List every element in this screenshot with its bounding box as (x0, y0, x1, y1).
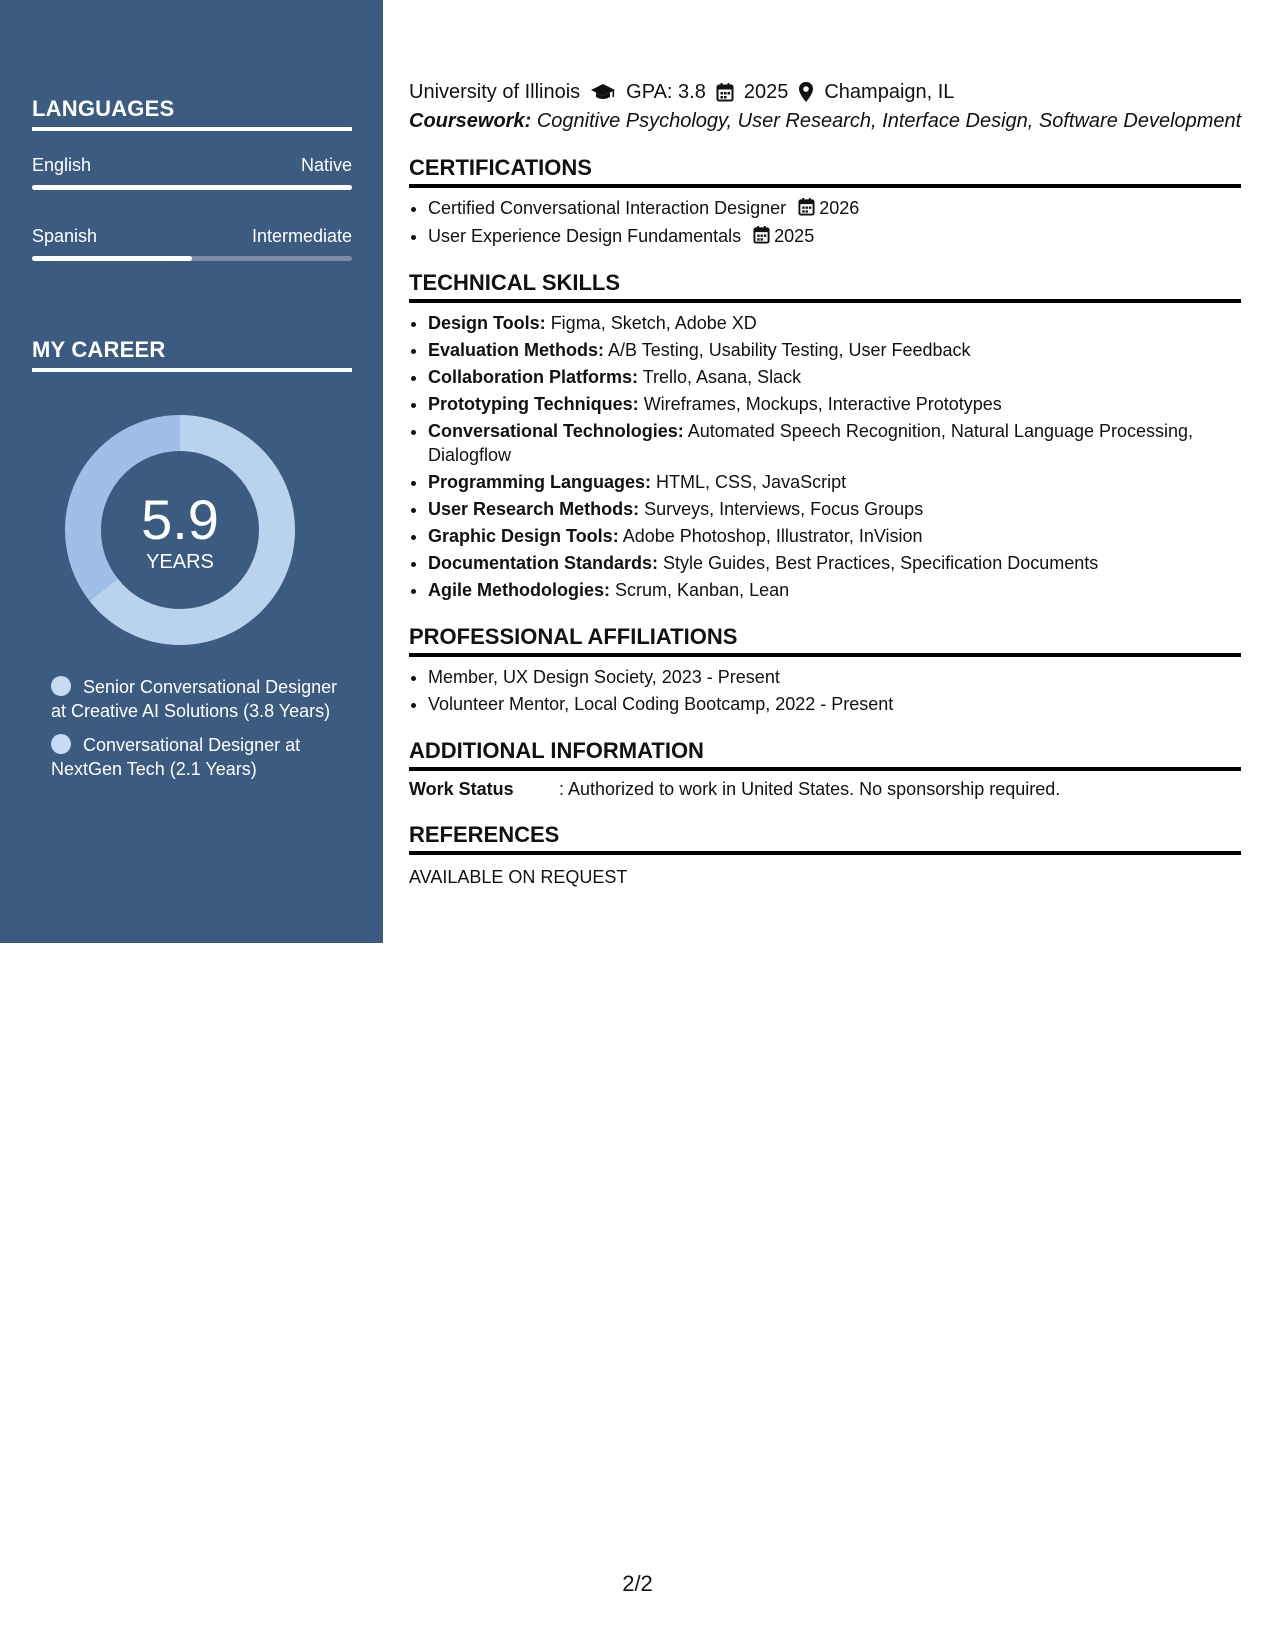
skill-item (428, 524, 1241, 548)
language-name: Spanish (32, 226, 98, 246)
skill-value: Automated Speech Recognition, Natural Language Processing, Dialogflow (428, 421, 1194, 465)
career-unit: YEARS (146, 551, 214, 573)
skill-value: Surveys, Interviews, Focus Groups (644, 499, 924, 519)
skill-value: Figma, Sketch, Adobe XD (550, 313, 757, 333)
certification-name: User Experience Design Fundamentals (428, 226, 742, 246)
certification-name: Certified Conversational Interaction Designer (428, 198, 787, 218)
skill-label: Conversational Technologies: (428, 421, 684, 441)
skill-label: User Research Methods: (428, 499, 640, 519)
skill-item (428, 578, 1241, 602)
work-status-label: Work Status (409, 779, 514, 799)
certification-year: 2026 (819, 198, 860, 218)
skill-label: Agile Methodologies: (428, 580, 610, 600)
skill-label: Prototyping Techniques: (428, 394, 639, 414)
career-item (51, 733, 341, 781)
career-donut (65, 415, 295, 645)
career-item (51, 675, 341, 723)
language-level: Native (300, 155, 352, 175)
skill-value: Trello, Asana, Slack (642, 367, 802, 387)
skill-item (428, 365, 1241, 389)
page-number: 2/2 (622, 1571, 653, 1596)
coursework (409, 110, 1241, 133)
skill-value: Adobe Photoshop, Illustrator, InVision (622, 526, 923, 546)
language-name: English (32, 155, 92, 175)
certifications-list (409, 196, 1241, 248)
legend-dot-icon (51, 734, 71, 754)
language-bar (32, 185, 352, 190)
skill-item (428, 311, 1241, 335)
career-item-text: Conversational Designer at NextGen Tech (2.1 Years) (51, 735, 301, 779)
skill-value: A/B Testing, Usability Testing, User Feedback (608, 340, 971, 360)
legend-dot-icon (51, 676, 71, 696)
skill-label: Design Tools: (428, 313, 546, 333)
school-location: Champaign, IL (824, 80, 955, 103)
gpa: GPA: 3.8 (626, 80, 706, 103)
references-text: AVAILABLE ON REQUEST (409, 867, 628, 887)
skill-item (428, 392, 1241, 416)
skill-value: HTML, CSS, JavaScript (656, 472, 847, 492)
coursework-label: Coursework: (409, 110, 532, 132)
language-level: Intermediate (251, 226, 352, 246)
career-heading: MY CAREER (32, 337, 352, 372)
affiliations-list (409, 665, 1241, 716)
education-line (409, 78, 1241, 106)
certifications-heading: CERTIFICATIONS (409, 155, 1241, 188)
language-bar-fill (32, 256, 192, 261)
skill-item (428, 419, 1241, 467)
affiliation-item: • Volunteer Mentor, Local Coding Bootcamp, 2022 - Present (428, 692, 1241, 716)
skill-item (428, 338, 1241, 362)
calendar-icon (753, 225, 770, 244)
language-item (32, 155, 352, 190)
skill-label: Collaboration Platforms: (428, 367, 639, 387)
coursework-text: Cognitive Psychology, User Research, Interface Design, Software Development (536, 110, 1242, 132)
languages-heading: LANGUAGES (32, 96, 352, 131)
career-section (32, 337, 352, 372)
career-item-text: Senior Conversational Designer at Creative AI Solutions (3.8 Years) (51, 677, 338, 721)
skill-item (428, 497, 1241, 521)
career-total: 5.9 (141, 488, 219, 551)
school-name: University of Illinois (409, 80, 581, 103)
certification-item (428, 196, 1241, 220)
skills-list (409, 311, 1241, 602)
affiliation-item: • Member, UX Design Society, 2023 - Present (428, 665, 1241, 689)
career-list (51, 675, 341, 791)
calendar-icon (716, 82, 734, 102)
work-status (409, 779, 1241, 800)
certification-year: 2025 (774, 226, 815, 246)
language-bar-fill (32, 185, 352, 190)
calendar-icon (798, 197, 815, 216)
skill-item (428, 470, 1241, 494)
additional-info-heading: ADDITIONAL INFORMATION (409, 738, 1241, 771)
skill-label: Programming Languages: (428, 472, 652, 492)
skill-value: Scrum, Kanban, Lean (615, 580, 790, 600)
location-pin-icon (798, 81, 814, 103)
skills-heading: TECHNICAL SKILLS (409, 270, 1241, 303)
language-item (32, 226, 352, 261)
skill-label: Graphic Design Tools: (428, 526, 619, 546)
skill-label: Documentation Standards: (428, 553, 659, 573)
main-content (409, 78, 1241, 888)
graduation-year: 2025 (743, 80, 789, 103)
languages-section (32, 96, 352, 261)
work-status-value: : Authorized to work in United States. No sponsorship required. (559, 779, 1061, 799)
skill-value: Style Guides, Best Practices, Specification Documents (663, 553, 1099, 573)
sidebar (0, 0, 383, 943)
skill-value: Wireframes, Mockups, Interactive Prototypes (643, 394, 1002, 414)
skill-item (428, 551, 1241, 575)
certification-item (428, 224, 1241, 248)
references-heading: REFERENCES (409, 822, 1241, 855)
skill-label: Evaluation Methods: (428, 340, 605, 360)
graduation-cap-icon (590, 82, 616, 102)
language-bar (32, 256, 352, 261)
affiliations-heading: PROFESSIONAL AFFILIATIONS (409, 624, 1241, 657)
